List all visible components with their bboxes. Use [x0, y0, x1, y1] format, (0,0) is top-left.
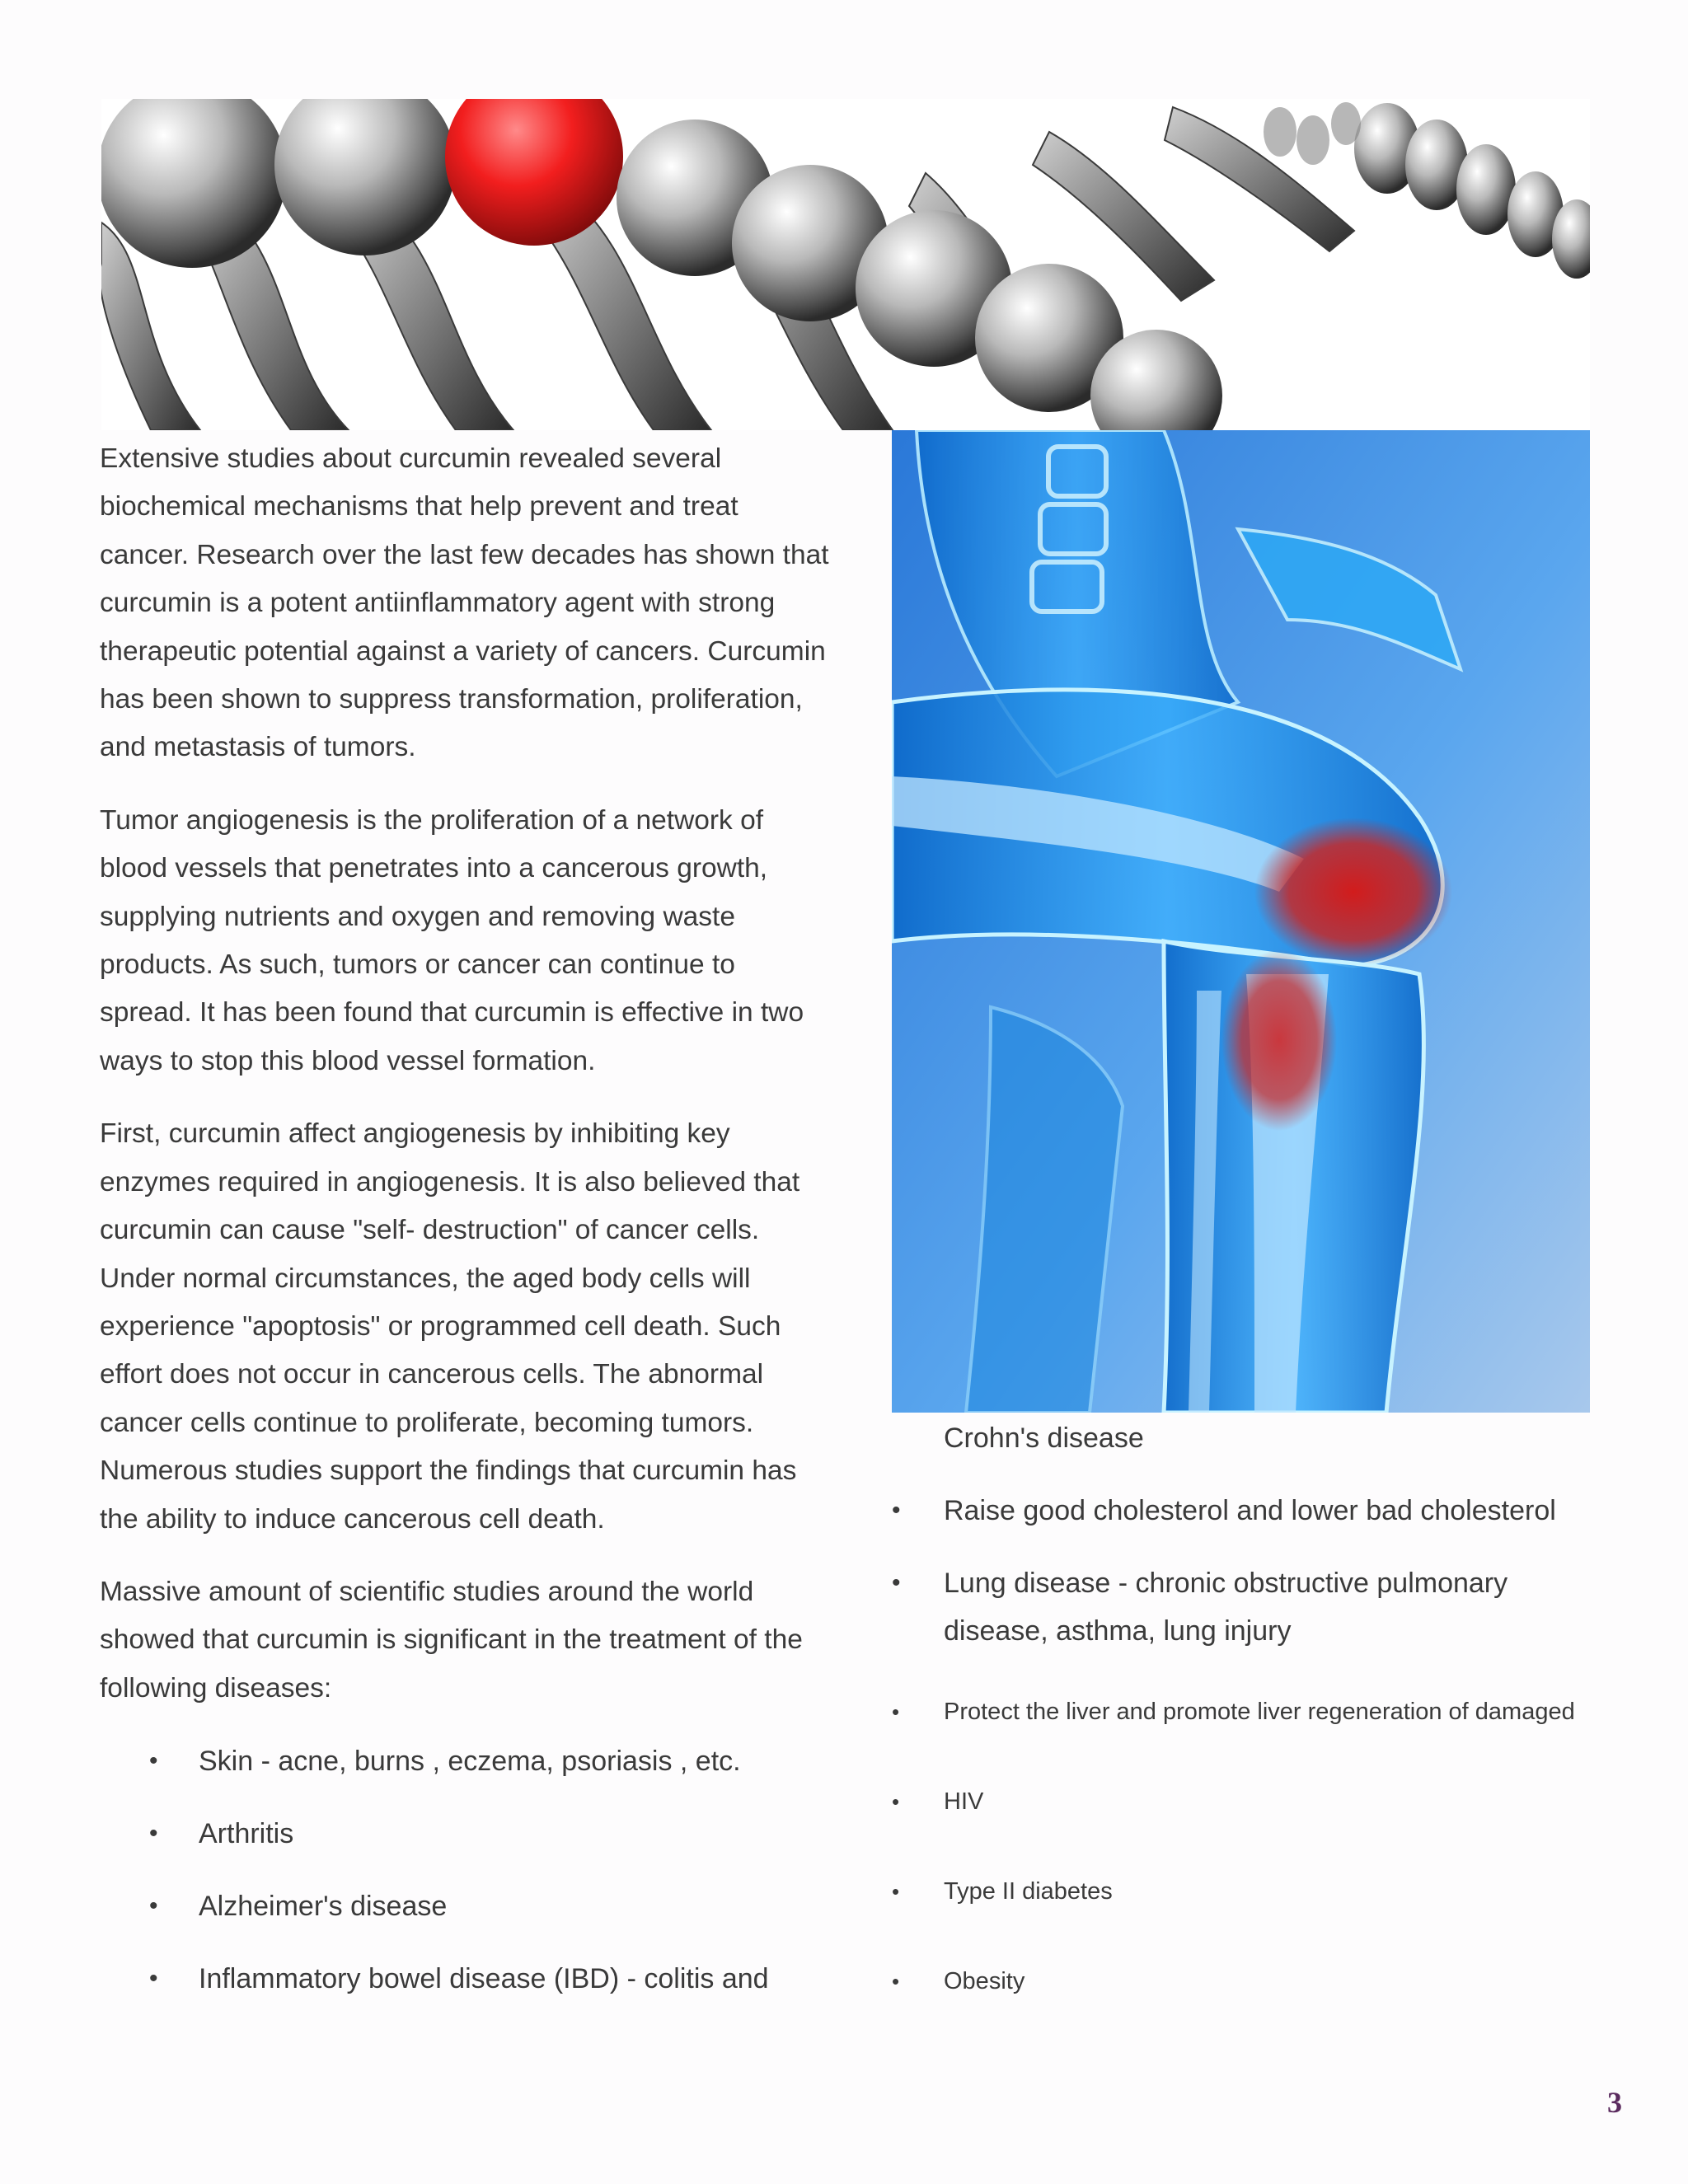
- list-continuation: Crohn's disease: [944, 1422, 1144, 1454]
- bullet-icon: •: [892, 1879, 900, 1904]
- list-item: • Skin - acne, burns , eczema, psoriasis , etc.: [100, 1737, 829, 1785]
- bullet-icon: •: [892, 1569, 901, 1596]
- disease-list-right: [892, 1487, 1590, 2013]
- paragraph-1: Extensive studies about curcumin revealed several biochemical mechanisms that help prevent and treat cancer. Research over the last few decades has shown that curcumin is a potent antiinflammatory agent with strong therapeutic potential against a variety of cancers. Curcumin has been shown to suppress transformation, proliferation, and metastasis of tumors.: [100, 443, 829, 763]
- list-item: • Arthritis: [100, 1810, 829, 1858]
- dna-helix-illustration: [101, 99, 1590, 430]
- bullet-icon: •: [892, 1699, 900, 1724]
- knee-joint-xray-illustration: [892, 430, 1590, 1413]
- bullet-icon: •: [149, 1965, 158, 1993]
- list-item: • HIV: [892, 1769, 1590, 1834]
- bullet-icon: •: [149, 1820, 158, 1848]
- left-column: [100, 435, 829, 2027]
- bullet-icon: •: [149, 1747, 158, 1775]
- list-item: • Inflammatory bowel disease (IBD) - colitis and: [100, 1955, 829, 2003]
- list-item: • Type II diabetes: [892, 1859, 1590, 1924]
- knee-image: [892, 430, 1590, 1413]
- list-item: • Alzheimer's disease: [100, 1882, 829, 1930]
- bullet-icon: •: [149, 1892, 158, 1920]
- paragraph-2: Tumor angiogenesis is the proliferation of a network of blood vessels that penetrates into a cancerous growth, supplying nutrients and oxygen and removing waste products. As such, tumors or cancer can continue to spread. It has been found that curcumin is effective in two ways to stop this blood vessel formation.: [100, 804, 804, 1076]
- bullet-icon: •: [892, 1497, 901, 1524]
- paragraph-3: First, curcumin affect angiogenesis by inhibiting key enzymes required in angiogenesis. It is also believed that curcumin can cause "self- destruction" of cancer cells. Under normal circumstances, the aged body cells will experience "apoptosis" or programmed cell death. Such effort does not occur in cancerous cells. The abnormal cancer cells continue to proliferate, becoming tumors. Numerous studies support the findings that curcumin has the ability to induce cancerous cell death.: [100, 1118, 800, 1535]
- page-number: 3: [1607, 2086, 1622, 2119]
- dna-banner-image: [101, 99, 1590, 430]
- list-item: • Raise good cholesterol and lower bad cholesterol: [892, 1487, 1590, 1535]
- list-item: • Lung disease - chronic obstructive pulmonary disease, asthma, lung injury: [892, 1559, 1590, 1655]
- paragraph-4: Massive amount of scientific studies around the world showed that curcumin is significant in the treatment of the following diseases:: [100, 1576, 803, 1704]
- list-item: • Protect the liver and promote liver regeneration of damaged: [892, 1680, 1590, 1744]
- bullet-icon: •: [892, 1969, 900, 1994]
- right-column: [892, 1414, 1590, 2039]
- list-item: • Obesity: [892, 1949, 1590, 2013]
- bullet-icon: •: [892, 1789, 900, 1814]
- disease-list-left: [100, 1737, 829, 2003]
